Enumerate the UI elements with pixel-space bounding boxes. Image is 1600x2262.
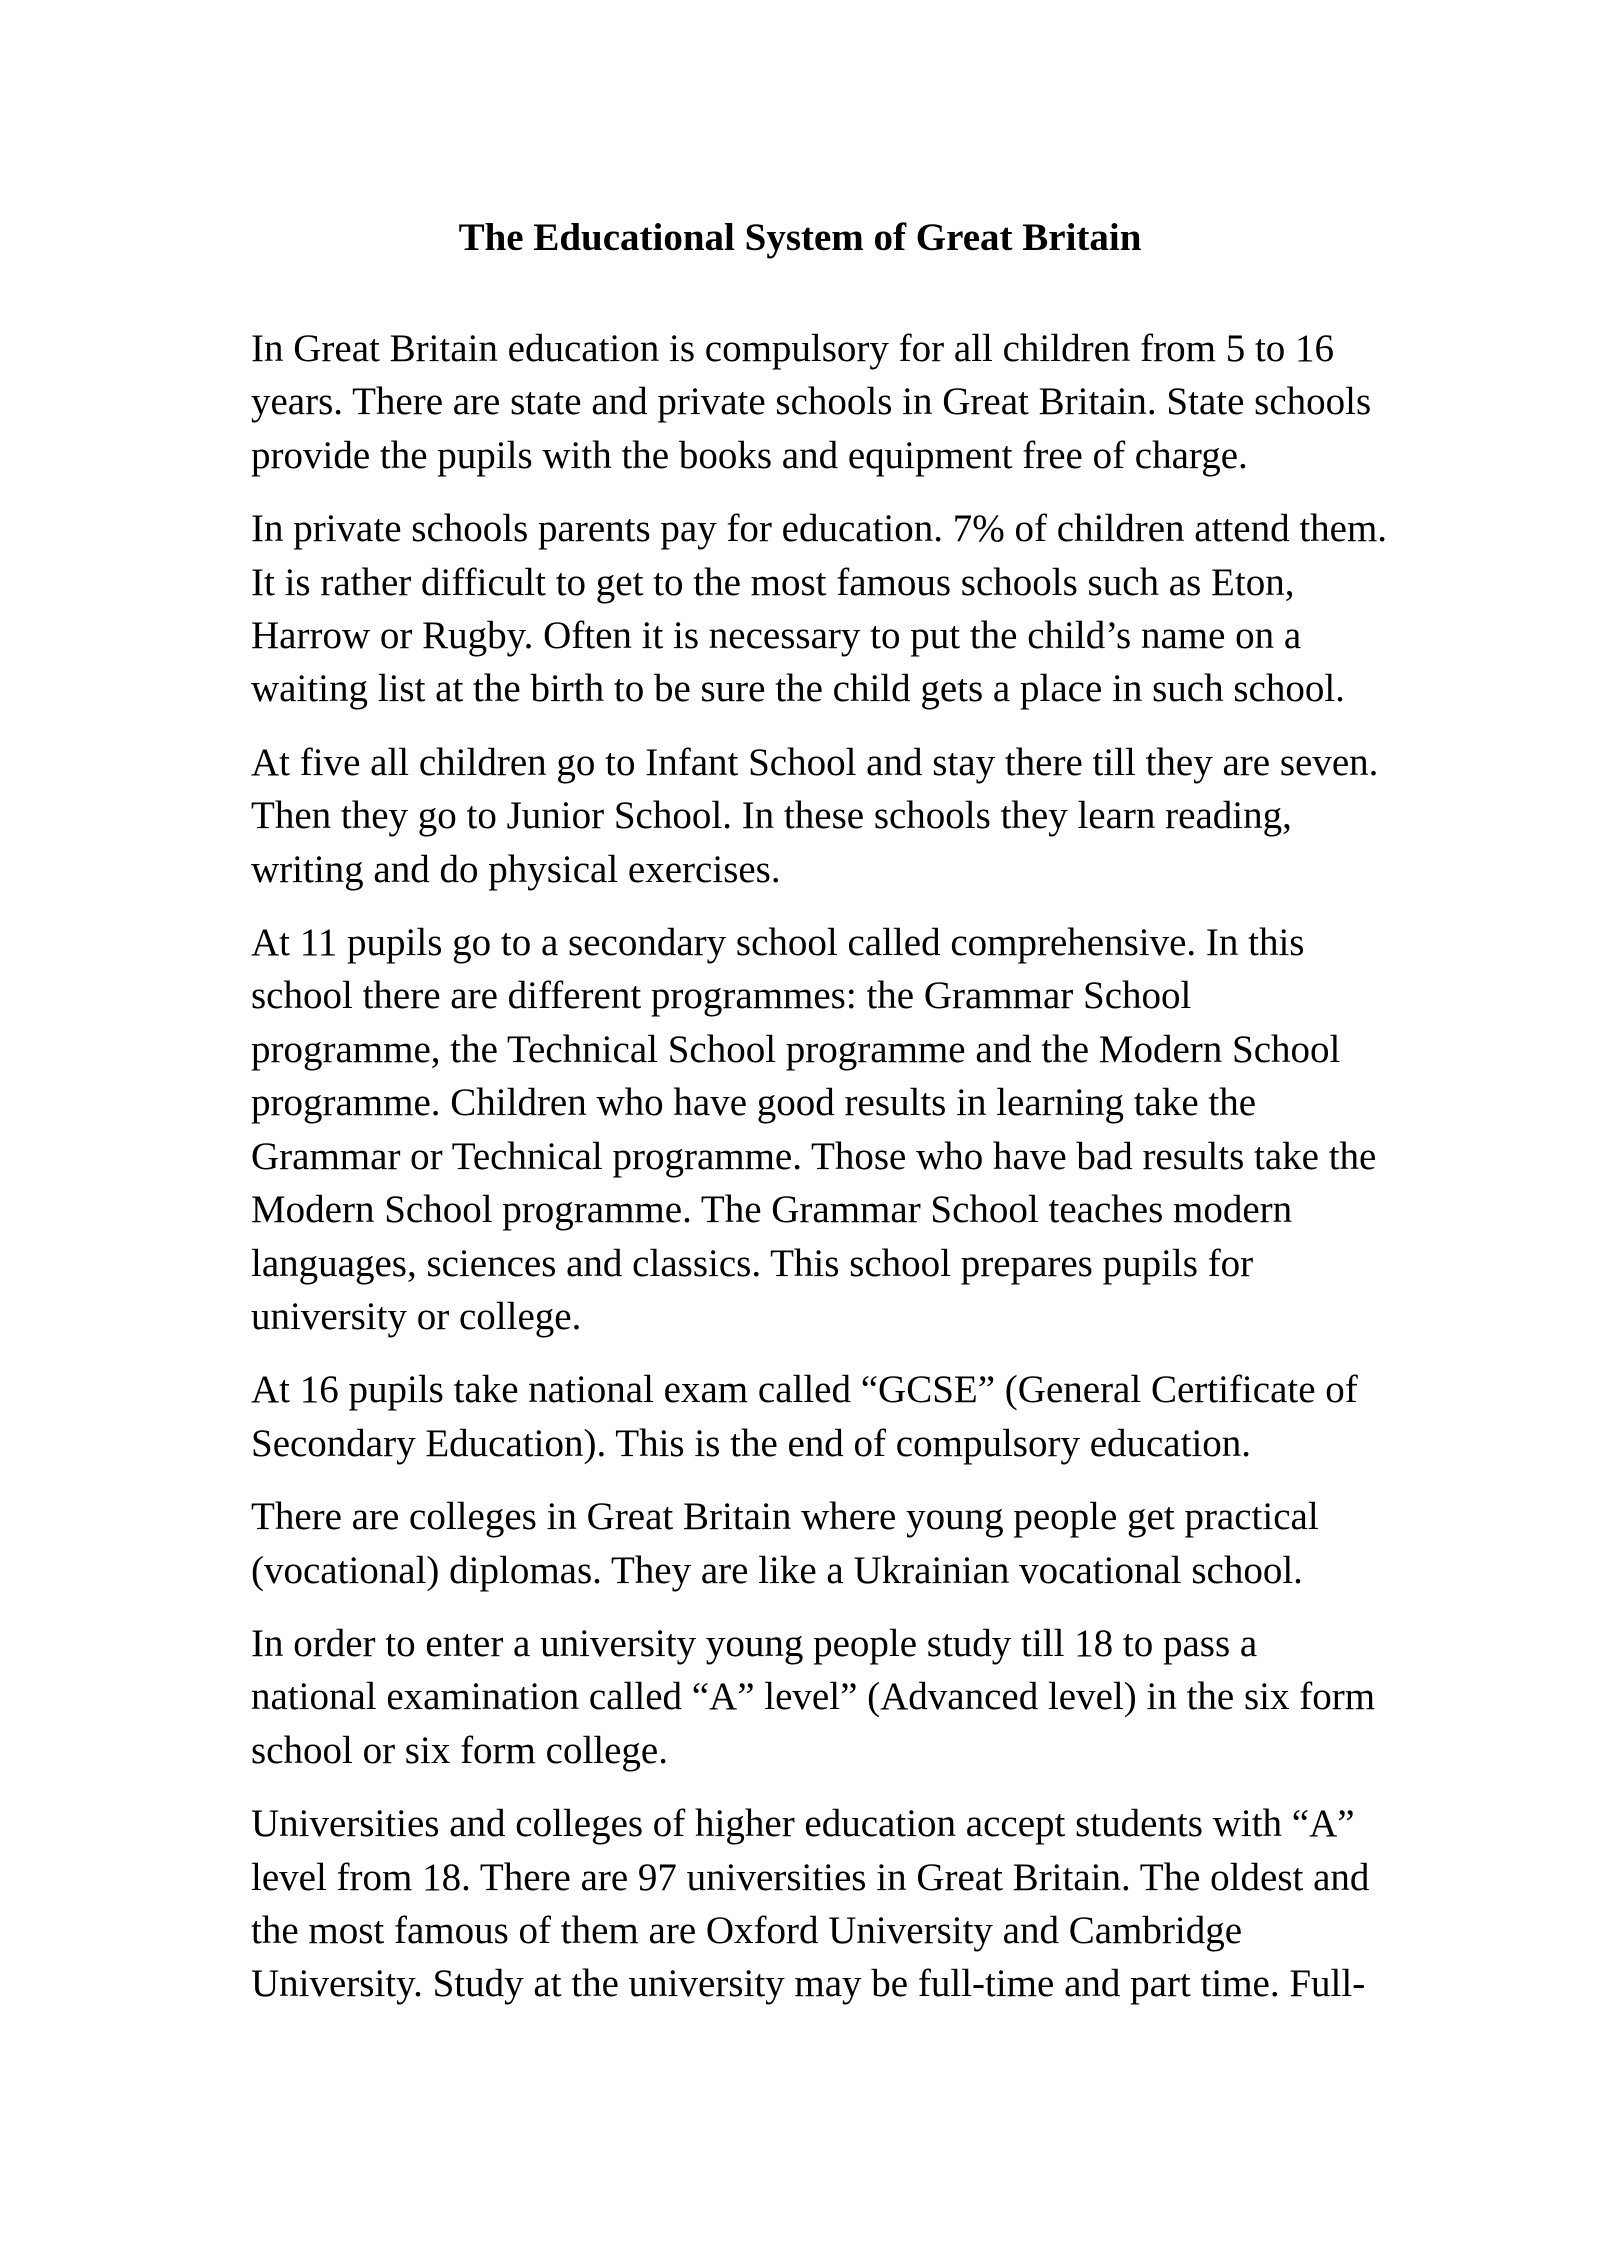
text-line: years. There are state and private schools in Great Britain. State schools [251, 380, 1372, 424]
text-line: (vocational) diplomas. They are like a Ukrainian vocational school. [251, 1548, 1303, 1592]
text-line: level from 18. There are 97 universities in Great Britain. The oldest and [251, 1855, 1370, 1899]
text-line: At 11 pupils go to a secondary school called comprehensive. In this [251, 921, 1305, 965]
text-line: school there are different programmes: the Grammar School [251, 974, 1192, 1018]
text-line: school or six form college. [251, 1728, 668, 1772]
paragraph-secondary-school [251, 916, 1461, 1343]
text-line: There are colleges in Great Britain where young people get practical [251, 1495, 1319, 1539]
paragraph-colleges [251, 1490, 1461, 1597]
text-line: Grammar or Technical programme. Those who have bad results take the [251, 1134, 1377, 1178]
text-line: Harrow or Rugby. Often it is necessary to put the child’s name on a [251, 614, 1302, 658]
text-line: In Great Britain education is compulsory for all children from 5 to 16 [251, 327, 1335, 370]
text-line: University. Study at the university may be full-time and part time. Full- [251, 1962, 1366, 2006]
text-line: provide the pupils with the books and equipment free of charge. [251, 433, 1248, 477]
paragraph-a-level [251, 1617, 1461, 1777]
text-line: languages, sciences and classics. This school prepares pupils for [251, 1241, 1254, 1285]
text-line: waiting list at the birth to be sure the child gets a place in such school. [251, 667, 1345, 711]
text-line: university or college. [251, 1294, 582, 1338]
text-line: Then they go to Junior School. In these schools they learn reading, [251, 794, 1292, 838]
text-line: programme, the Technical School programme and the Modern School [251, 1027, 1341, 1071]
paragraph-gcse [251, 1363, 1461, 1470]
text-line: At five all children go to Infant School and stay there till they are seven. [251, 740, 1379, 784]
paragraph-universities [251, 1797, 1461, 2011]
text-line: Universities and colleges of higher education accept students with “A” [251, 1802, 1355, 1846]
text-line: writing and do physical exercises. [251, 847, 781, 891]
paragraph-private-schools [251, 502, 1461, 716]
paragraph-compulsory-education [251, 322, 1461, 482]
text-line: In private schools parents pay for education. 7% of children attend them. [251, 507, 1388, 551]
text-line: In order to enter a university young people study till 18 to pass a [251, 1621, 1258, 1665]
text-line: At 16 pupils take national exam called “GCSE” (General Certificate of [251, 1368, 1358, 1412]
text-line: Secondary Education). This is the end of compulsory education. [251, 1421, 1252, 1465]
text-line: national examination called “A” level” (Advanced level) in the six form [251, 1675, 1376, 1719]
text-line: the most famous of them are Oxford University and Cambridge [251, 1908, 1243, 1952]
text-line: programme. Children who have good results in learning take the [251, 1081, 1257, 1125]
document-title: The Educational System of Great Britain [458, 216, 1142, 259]
text-line: It is rather difficult to get to the most famous schools such as Eton, [251, 560, 1295, 604]
text-line: Modern School programme. The Grammar School teaches modern [251, 1188, 1293, 1232]
paragraph-infant-junior-school [251, 736, 1461, 896]
document-body [251, 322, 1461, 2031]
